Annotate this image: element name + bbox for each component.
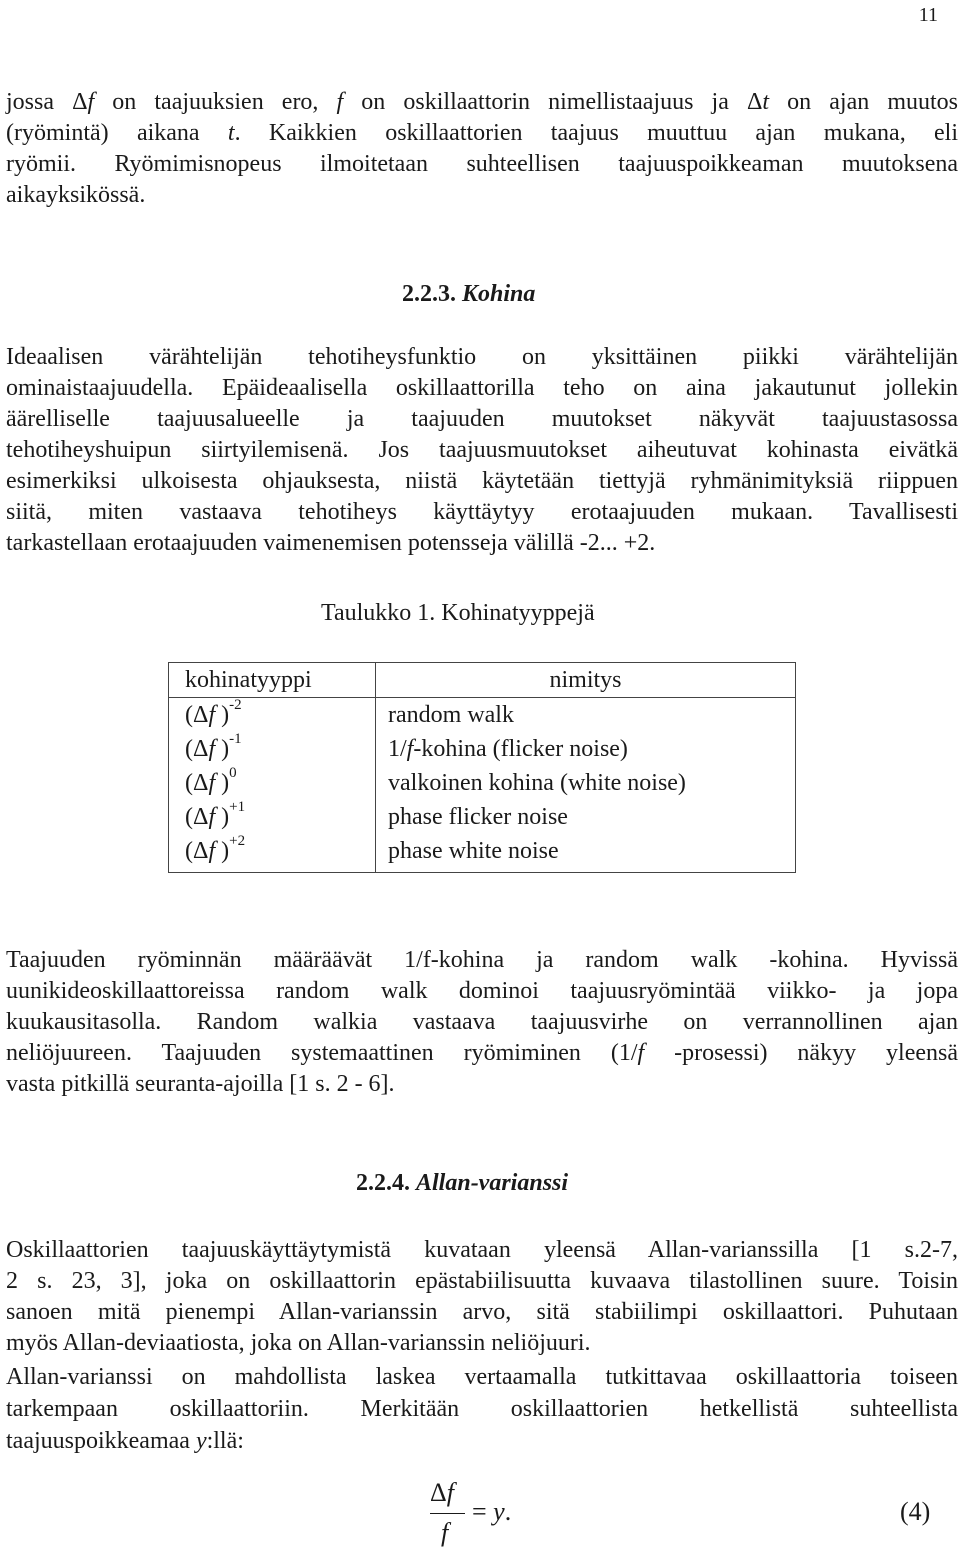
paragraph-line: Oskillaattorien taajuuskäyttäytymistä kuvataan yleensä Allan-varianssilla [1 s.2-7, xyxy=(6,1237,958,1263)
column-header-noise-type: kohinatyyppi xyxy=(169,663,376,698)
paragraph-line: neliöjuureen. Taajuuden systemaattinen ryömiminen (1/f -prosessi) näkyy yleensä xyxy=(6,1040,959,1066)
noise-type-cell: (Δf )$^{+2}$ xyxy=(169,834,376,873)
paragraph-line: taajuuspoikkeamaa y:llä: xyxy=(6,1428,244,1454)
paragraph-line: aikayksikössä. xyxy=(6,182,146,208)
paragraph-line: Taajuuden ryöminnän määräävät 1/f-kohina ja random walk -kohina. Hyvissä xyxy=(6,947,958,973)
paragraph-line: uunikideoskillaattoreissa random walk dominoi taajuusryömintää viikko- ja jopa xyxy=(6,978,958,1004)
equation-numerator: Δf xyxy=(430,1478,454,1507)
paragraph-line: kuukausitasolla. Random walkia vastaava taajuusvirhe on verrannollinen ajan xyxy=(6,1009,958,1035)
paragraph-line: äärelliselle taajuusalueelle ja taajuuden muutokset näkyvät taajuustasossa xyxy=(6,406,958,432)
noise-type-table xyxy=(168,662,796,873)
table-row xyxy=(169,834,796,873)
noise-name-cell: 1/f-kohina (flicker noise) xyxy=(376,732,796,766)
paragraph-line: tarkempaan oskillaattoriin. Merkitään oskillaattorien hetkellistä suhteellista xyxy=(6,1396,958,1422)
paragraph-line: vasta pitkillä seuranta-ajoilla [1 s. 2 - 6]. xyxy=(6,1071,395,1097)
noise-name-cell: valkoinen kohina (white noise) xyxy=(376,766,796,800)
paragraph-line: 2 s. 23, 3], joka on oskillaattorin epästabiilisuutta kuvaava tilastollinen suure. Toisin xyxy=(6,1268,958,1294)
section-heading: 2.2.3. Kohina xyxy=(402,281,536,307)
equation-number: (4) xyxy=(900,1497,931,1526)
noise-type-cell: (Δf )$^{-1}$ xyxy=(169,732,376,766)
table-row xyxy=(169,732,796,766)
paragraph-line: tarkastellaan erotaajuuden vaimenemisen potensseja välillä -2... +2. xyxy=(6,530,656,556)
page-number: 11 xyxy=(918,4,938,26)
noise-name-cell: phase flicker noise xyxy=(376,800,796,834)
section-heading: 2.2.4. Allan-varianssi xyxy=(356,1170,569,1196)
noise-name-cell: phase white noise xyxy=(376,834,796,873)
fraction-bar xyxy=(430,1513,465,1514)
paragraph-line: tehotiheyshuipun siirtyilemisenä. Jos taajuusmuutokset aiheutuvat kohinasta eivätkä xyxy=(6,437,958,463)
paragraph-line: ominaistaajuudella. Epäideaalisella oskillaattorilla teho on aina jakautunut jollekin xyxy=(6,375,958,401)
table-row xyxy=(169,766,796,800)
paragraph-line: Allan-varianssi on mahdollista laskea vertaamalla tutkittavaa oskillaattoria toiseen xyxy=(6,1364,958,1390)
paragraph-line: esimerkiksi ulkoisesta ohjauksesta, niistä käytetään tiettyjä ryhmänimityksiä riippuen xyxy=(6,468,958,494)
paragraph-line: jossa Δf on taajuuksien ero, f on oskillaattorin nimellistaajuus ja Δt on ajan muutos xyxy=(6,89,958,115)
noise-type-cell: (Δf )$^{-2}$ xyxy=(169,698,376,733)
noise-type-cell: (Δf )$^{+1}$ xyxy=(169,800,376,834)
table-caption: Taulukko 1. Kohinatyyppejä xyxy=(321,600,595,626)
equation-denominator: f xyxy=(441,1518,449,1547)
paragraph-line: Ideaalisen värähtelijän tehotiheysfunktio on yksittäinen piikki värähtelijän xyxy=(6,344,958,370)
column-header-name: nimitys xyxy=(376,663,796,698)
equation-rhs: = y. xyxy=(472,1497,512,1526)
noise-name-cell: random walk xyxy=(376,698,796,733)
paragraph-line: myös Allan-deviaatiosta, joka on Allan-varianssin neliöjuuri. xyxy=(6,1330,591,1356)
table-row xyxy=(169,698,796,733)
table-header-row xyxy=(169,663,796,698)
table-row xyxy=(169,800,796,834)
paragraph-line: ryömii. Ryömimisnopeus ilmoitetaan suhteellisen taajuuspoikkeaman muutoksena xyxy=(6,151,958,177)
noise-type-cell: (Δf )$^0$ xyxy=(169,766,376,800)
paragraph-line: (ryömintä) aikana t. Kaikkien oskillaattorien taajuus muuttuu ajan mukana, eli xyxy=(6,120,959,146)
paragraph-line: sanoen mitä pienempi Allan-varianssin arvo, sitä stabiilimpi oskillaattori. Puhutaan xyxy=(6,1299,958,1325)
paragraph-line: siitä, miten vastaava tehotiheys käyttäytyy erotaajuuden mukaan. Tavallisesti xyxy=(6,499,958,525)
